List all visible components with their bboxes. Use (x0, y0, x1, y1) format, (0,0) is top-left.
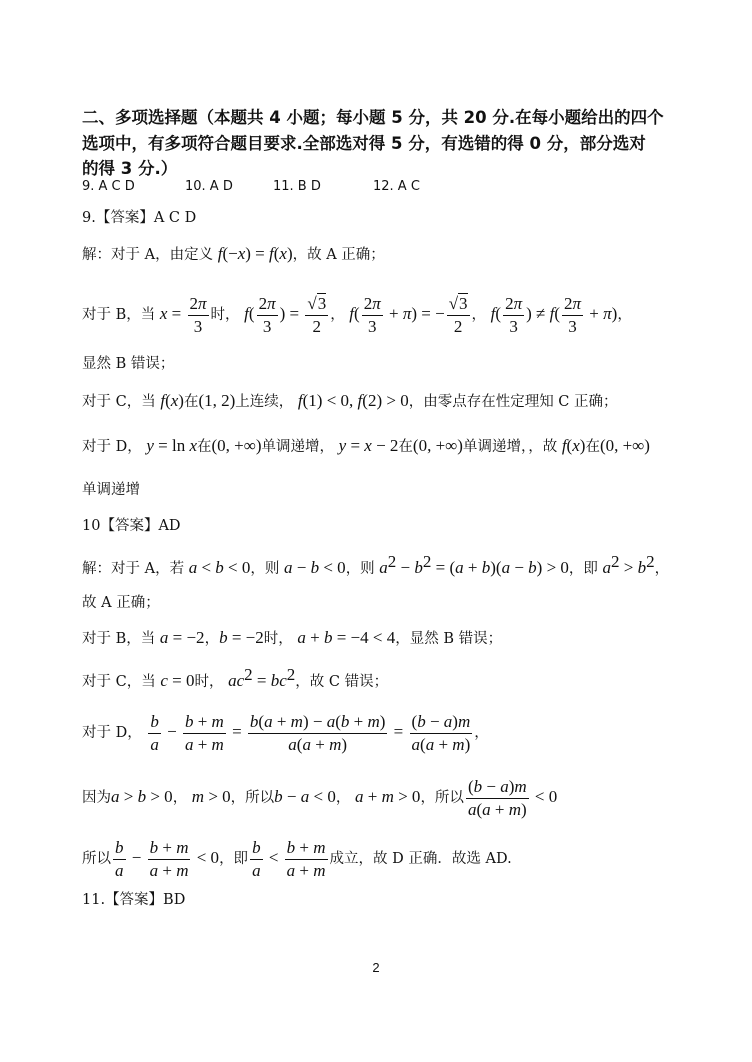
answer-12: 12. A C (373, 179, 420, 194)
answer-11: 11. B D (273, 179, 321, 194)
answer-9: 9. A C D (82, 179, 135, 194)
page-number: 2 (372, 960, 380, 975)
q11-heading: 11.【答案】BD (82, 892, 186, 908)
q10-heading: 10【答案】AD (82, 518, 181, 534)
q10-solution-a: 解：对于 A，若 a < b < 0，则 a − b < 0，则 $a^2 - b^2 = (a + b)(a - b) > 0$，即 $a^2 > b^2$， (82, 552, 670, 577)
q10-solution-a-end: 故 A 正确； (82, 595, 160, 611)
q9-solution-c: 对于 C，当 f(x)在(1, 2)上连续， f(1) < 0, f(2) > 0，由零点存在性定理知 C 正确； (82, 391, 618, 410)
q10-solution-d: 对于 D， $\frac{b}{a}$ − $\frac{b + m}{a + m}$ = $\frac{b(a + m) - a(b + m)}{a(a + m)}$ = $\frac{(b - a)m}{a(a + m)}$ ， (82, 712, 489, 754)
section-heading-line-1: 二、多项选择题（本题共 4 小题；每小题 5 分，共 20 分.在每小题给出的四个 (82, 108, 664, 127)
q10-conclusion: 所以 $\frac{b}{a}$ − $\frac{b + m}{a + m}$ < 0，即 $\frac{b}{a}$ < $\frac{b + m}{a + m}$ 成立，故 D 正确．故选 AD. (82, 838, 512, 880)
answer-10: 10. A D (185, 179, 233, 194)
q9-solution-d-end: 单调递增 (82, 482, 140, 498)
section-heading-line-2: 选项中，有多项符合题目要求.全部选对得 5 分，有选错的得 0 分，部分选对 (82, 134, 646, 153)
section-heading-line-3: 的得 3 分.） (82, 159, 178, 178)
q9-heading: 9.【答案】A C D (82, 210, 197, 226)
q9-solution-b-end: 显然 B 错误； (82, 356, 175, 372)
answer-key-row (82, 179, 682, 194)
q10-solution-c: 对于 C，当 c = 0时， $ac^2 = bc^2$，故 C 错误； (82, 665, 389, 690)
q9-solution-d: 对于 D， y = ln x在(0, +∞)单调递增， y = x − 2在(0, +∞)单调递增，，故 f(x)在(0, +∞) (82, 436, 650, 455)
q10-because: 因为a > b > 0， m > 0，所以b − a < 0， a + m > 0，所以 $\frac{(b - a)m}{a(a + m)}$ < 0 (82, 777, 558, 819)
q10-solution-b: 对于 B，当 a = −2，b = −2时， a + b = −4 < 4，显然 B 错误； (82, 628, 503, 647)
q9-solution-b: 对于 B，当 x = $\frac{2\pi}{3}$ 时， f( $\frac{2\pi}{3}$ ) = $\frac{√3}{2}$ ， f( $\frac{2\pi}{3}$ + π) = − $\frac{√3}{2}$ ， f( $\frac{2\pi}{3}$ ) ≠ f( $\frac{2\pi}{3}$ + π)， (82, 294, 632, 336)
q9-solution-a: 解：对于 A，由定义 f(−x) = f(x)，故 A 正确； (82, 244, 385, 263)
